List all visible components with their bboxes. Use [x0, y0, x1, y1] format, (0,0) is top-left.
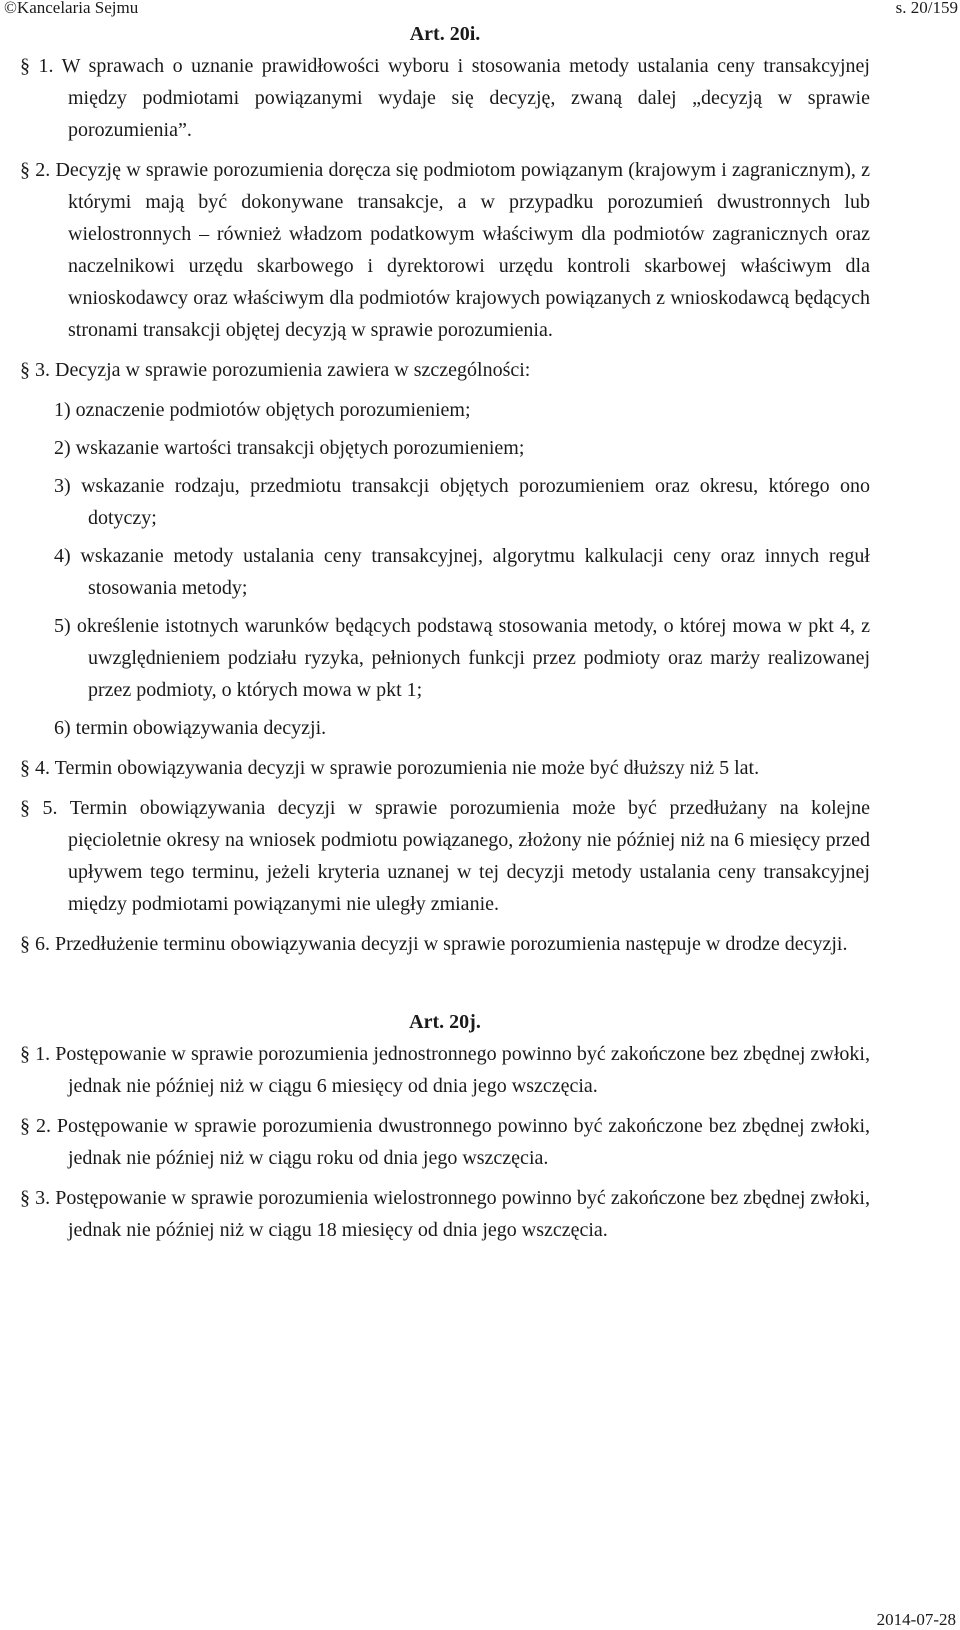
article-20i-paragraph-2: § 2. Decyzję w sprawie porozumienia doręcza się podmiotom powiązanym (krajowym i zagranicznym), z którymi mają być dokonywane transakcje, a w przypadku porozumień dwustronnych lub wielostronnych – również władzom podatkowym właściwym dla podmiotów zagranicznych oraz naczelnikowi urzędu skarbowego i dyrektorowi urzędu kontroli skarbowej właściwym dla wnioskodawcy oraz właściwym dla podmiotów krajowych powiązanych z wnioskodawcą będących stronami transakcji objętej decyzją w sprawie porozumienia. — [20, 159, 870, 341]
article-20i-paragraph-3: § 3. Decyzja w sprawie porozumienia zawiera w szczególności: — [20, 359, 531, 381]
article-title-20j: Art. 20j. — [409, 1011, 481, 1033]
article-title-20i: Art. 20i. — [409, 23, 481, 45]
copyright-header: ©Kancelaria Sejmu — [4, 0, 139, 17]
list-item-4: 4) wskazanie metody ustalania ceny transakcyjnej, algorytmu kalkulacji ceny oraz innych reguł stosowania metody; — [54, 545, 870, 599]
article-20j-paragraph-2: § 2. Postępowanie w sprawie porozumienia dwustronnego powinno być zakończone bez zbędnej zwłoki, jednak nie później niż w ciągu roku od dnia jego wszczęcia. — [20, 1115, 870, 1169]
list-item-6: 6) termin obowiązywania decyzji. — [54, 717, 327, 739]
article-20i-paragraph-3-list — [20, 394, 870, 744]
article-20i-paragraph-4: § 4. Termin obowiązywania decyzji w sprawie porozumienia nie może być dłuższy niż 5 lat. — [20, 757, 760, 779]
article-20i-paragraph-1: § 1. W sprawach o uznanie prawidłowości wyboru i stosowania metody ustalania ceny transakcyjnej między podmiotami powiązanymi wydaje się decyzję, zwaną dalej „decyzją w sprawie porozumienia”. — [20, 55, 870, 141]
document-date: 2014-07-28 — [876, 1610, 956, 1629]
article-20i-paragraph-6: § 6. Przedłużenie terminu obowiązywania decyzji w sprawie porozumienia następuje w drodze decyzji. — [20, 933, 848, 955]
page-number: s. 20/159 — [895, 0, 958, 17]
article-20j-paragraph-1: § 1. Postępowanie w sprawie porozumienia jednostronnego powinno być zakończone bez zbędnej zwłoki, jednak nie później niż w ciągu 6 miesięcy od dnia jego wszczęcia. — [20, 1043, 870, 1097]
article-20j-paragraph-3: § 3. Postępowanie w sprawie porozumienia wielostronnego powinno być zakończone bez zbędnej zwłoki, jednak nie później niż w ciągu 18 miesięcy od dnia jego wszczęcia. — [20, 1187, 870, 1241]
list-item-2: 2) wskazanie wartości transakcji objętych porozumieniem; — [54, 437, 525, 459]
document-body — [20, 18, 870, 1254]
article-20i-paragraph-5: § 5. Termin obowiązywania decyzji w sprawie porozumienia może być przedłużany na kolejne pięcioletnie okresy na wniosek podmiotu powiązanego, złożony nie później niż na 6 miesięcy przed upływem tego terminu, jeżeli kryteria uznanej w tej decyzji metody ustalania ceny transakcyjnej między podmiotami powiązanymi nie uległy zmianie. — [20, 797, 870, 915]
list-item-5: 5) określenie istotnych warunków będących podstawą stosowania metody, o której mowa w pkt 4, z uwzględnieniem podziału ryzyka, pełnionych funkcji przez podmioty oraz marży realizowanej przez podmioty, o których mowa w pkt 1; — [54, 615, 870, 701]
list-item-1: 1) oznaczenie podmiotów objętych porozumieniem; — [54, 399, 471, 421]
list-item-3: 3) wskazanie rodzaju, przedmiotu transakcji objętych porozumieniem oraz okresu, którego ono dotyczy; — [54, 475, 870, 529]
